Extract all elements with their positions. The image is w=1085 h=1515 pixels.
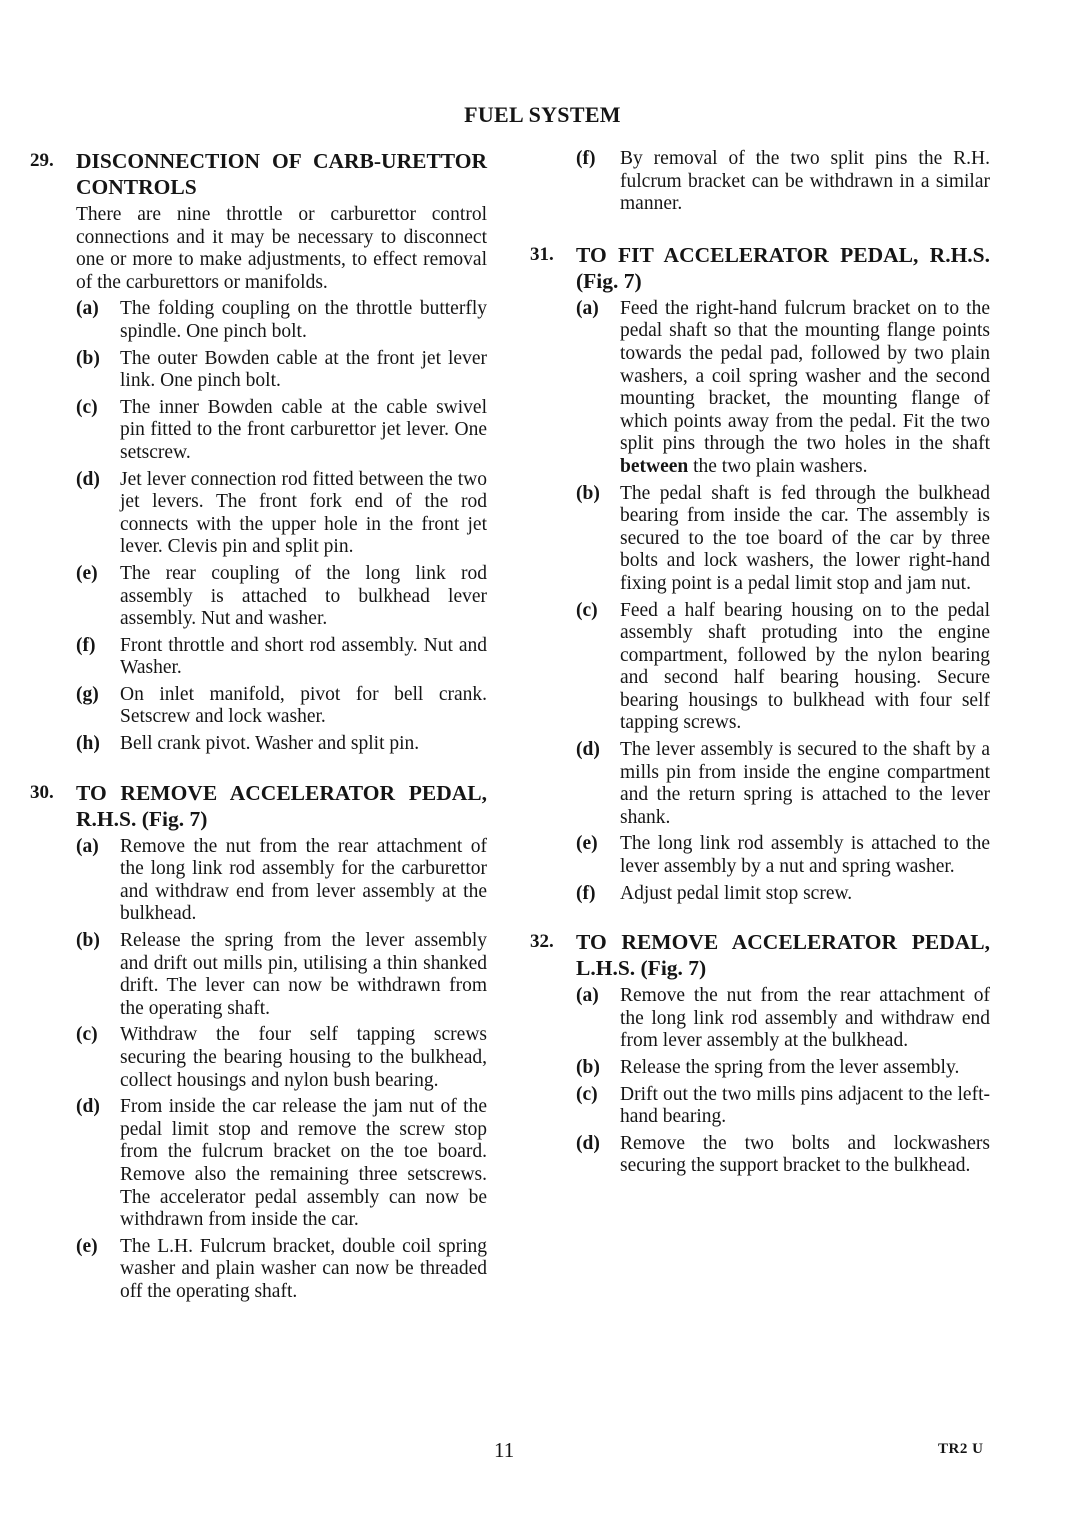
step-label: (a) (576, 985, 599, 1007)
section-30-continued (530, 148, 990, 216)
section-heading (530, 242, 990, 294)
step-item (530, 1084, 990, 1129)
step-item (30, 1024, 487, 1092)
step-label: (b) (576, 482, 600, 504)
step-item (530, 148, 990, 216)
step-text: Adjust pedal limit stop screw. (620, 882, 853, 904)
step-text-part: Feed the right-hand fulcrum bracket on to the pedal shaft so that the mounting flange points towards the pedal pad, followed by two plain washers, a coil spring washer and the second mounting bracket, the mounting flange of which points away from the pedal. Fit the two split pins through the two holes in the shaft (620, 297, 990, 455)
step-text: Jet lever connection rod fitted between the two jet levers. The front fork end of the rod connects with the upper hole in the front jet lever. Clevis pin and split pin. (120, 468, 487, 558)
step-label: (f) (576, 882, 596, 904)
section-title: TO FIT ACCELERATOR PEDAL, R.H.S. (Fig. 7) (576, 242, 990, 293)
step-item (30, 397, 487, 465)
section-title: TO REMOVE ACCELERATOR PEDAL, R.H.S. (Fig. 7) (76, 780, 487, 831)
step-label: (b) (76, 930, 100, 952)
section-number: 29. (30, 150, 54, 171)
step-label: (c) (576, 1083, 598, 1105)
step-text: Release the spring from the lever assembly. (620, 1057, 960, 1078)
step-text: Remove the nut from the rear attachment of the long link rod assembly for the carburettor and withdraw end from lever assembly at the bulkhead. (120, 835, 487, 925)
step-item (530, 985, 990, 1053)
step-text (620, 298, 990, 479)
step-item (30, 635, 487, 680)
step-item (30, 836, 487, 926)
footer-code: TR2 U (938, 1441, 984, 1457)
step-item (30, 298, 487, 343)
step-item (30, 469, 487, 559)
step-text: The inner Bowden cable at the cable swivel pin fitted to the front carburettor jet lever. One setscrew. (120, 396, 487, 463)
step-item (530, 833, 990, 878)
step-label: (b) (76, 347, 100, 369)
step-text: From inside the car release the jam nut of the pedal limit stop and remove the screw stop from the fulcrum bracket on the toe board. Remove also the remaining three setscrews. The accelerator pedal assembly can now be withdrawn from inside the car. (120, 1096, 487, 1231)
step-item (530, 1133, 990, 1178)
step-text: Withdraw the four self tapping screws securing the bearing housing to the bulkhead, collect housings and nylon bush bearing. (120, 1024, 487, 1091)
step-text: Bell crank pivot. Washer and split pin. (120, 733, 420, 755)
section-number: 31. (530, 243, 554, 265)
step-item (30, 563, 487, 631)
section-29 (30, 148, 487, 756)
step-label: (d) (76, 1096, 100, 1118)
step-label: (b) (576, 1057, 600, 1078)
step-item (30, 1236, 487, 1304)
section-31 (530, 242, 990, 905)
step-list (530, 985, 990, 1178)
section-30 (30, 780, 487, 1304)
step-text-emphasis: between (620, 455, 689, 477)
step-text-part: the two plain washers. (688, 455, 868, 477)
step-item (530, 739, 990, 829)
step-text: The pedal shaft is fed through the bulkhead bearing from inside the car. The assembly is secured to the toe board of the car by three bolts and lock washers, the lower right-hand fixing point is a pedal limit stop and jam nut. (620, 482, 990, 594)
step-item (30, 1096, 487, 1232)
step-text: The rear coupling of the long link rod assembly is attached to bulkhead lever assembly. Nut and washer. (120, 562, 487, 630)
step-label: (e) (576, 833, 598, 855)
page-title: FUEL SYSTEM (464, 102, 621, 127)
step-item (30, 684, 487, 729)
step-item (530, 483, 990, 596)
step-text: By removal of the two split pins the R.H. fulcrum bracket can be withdrawn in a similar manner. (620, 148, 990, 215)
step-item (30, 930, 487, 1020)
step-text: Front throttle and short rod assembly. Nut and Washer. (120, 634, 487, 679)
section-title: TO REMOVE ACCELERATOR PEDAL, L.H.S. (Fig. 7) (576, 930, 990, 981)
section-number: 32. (530, 931, 554, 953)
step-item (530, 600, 990, 736)
section-intro: There are nine throttle or carburettor control connections and it may be necessary to disconnect one or more to make adjustments, to effect removal of the carburettors or manifolds. (76, 204, 487, 293)
step-item (530, 883, 990, 906)
step-label: (a) (76, 298, 99, 320)
left-column (30, 148, 487, 1328)
step-label: (c) (76, 1024, 98, 1046)
step-label: (e) (76, 1235, 98, 1257)
step-item (30, 733, 487, 756)
step-label: (g) (76, 683, 99, 705)
section-heading (30, 780, 487, 832)
step-label: (e) (76, 562, 98, 584)
step-text: The outer Bowden cable at the front jet lever link. One pinch bolt. (120, 347, 487, 392)
step-list (530, 148, 990, 216)
page-number: 11 (494, 1438, 515, 1462)
step-text: On inlet manifold, pivot for bell crank. Setscrew and lock washer. (120, 683, 487, 728)
step-text: The folding coupling on the throttle butterfly spindle. One pinch bolt. (120, 298, 487, 342)
step-label: (h) (76, 733, 100, 755)
section-title: DISCONNECTION OF CARB-URETTOR CONTROLS (76, 149, 487, 199)
section-heading (530, 929, 990, 981)
step-label: (a) (76, 835, 99, 857)
step-text: Feed a half bearing housing on to the pedal assembly shaft protuding into the engine compartment, followed by the nylon bearing and second half bearing housing. Secure bearing housings to bulkhead with four self tapping screws. (620, 599, 990, 734)
step-list (30, 298, 487, 755)
step-text: Remove the two bolts and lockwashers securing the support bracket to the bulkhead. (620, 1132, 990, 1177)
step-label: (f) (76, 634, 96, 656)
step-text: The long link rod assembly is attached to the lever assembly by a nut and spring washer. (620, 833, 990, 878)
section-32 (530, 929, 990, 1178)
step-text: The lever assembly is secured to the shaft by a mills pin from inside the engine compartment and the return spring is attached to the lever shank. (620, 739, 990, 828)
step-list (30, 836, 487, 1304)
step-label: (c) (76, 396, 98, 418)
step-text: The L.H. Fulcrum bracket, double coil spring washer and plain washer can now be threaded off the operating shaft. (120, 1235, 487, 1302)
step-label: (f) (576, 148, 596, 169)
step-text: Drift out the two mills pins adjacent to the left-hand bearing. (620, 1083, 990, 1128)
step-label: (d) (576, 739, 600, 761)
step-label: (a) (576, 297, 599, 319)
step-label: (d) (576, 1132, 600, 1154)
section-number: 30. (30, 781, 54, 803)
step-label: (c) (576, 599, 598, 621)
step-item (530, 1057, 990, 1080)
right-column (530, 148, 990, 1202)
step-text: Remove the nut from the rear attachment of the long link rod assembly and withdraw end from lever assembly at the bulkhead. (620, 985, 990, 1052)
step-item (530, 298, 990, 479)
step-label: (d) (76, 468, 100, 490)
step-list (530, 298, 990, 905)
step-text: Release the spring from the lever assembly and drift out mills pin, utilising a thin shanked drift. The lever can now be withdrawn from the operating shaft. (120, 930, 487, 1019)
section-heading (30, 148, 487, 200)
step-item (30, 348, 487, 393)
